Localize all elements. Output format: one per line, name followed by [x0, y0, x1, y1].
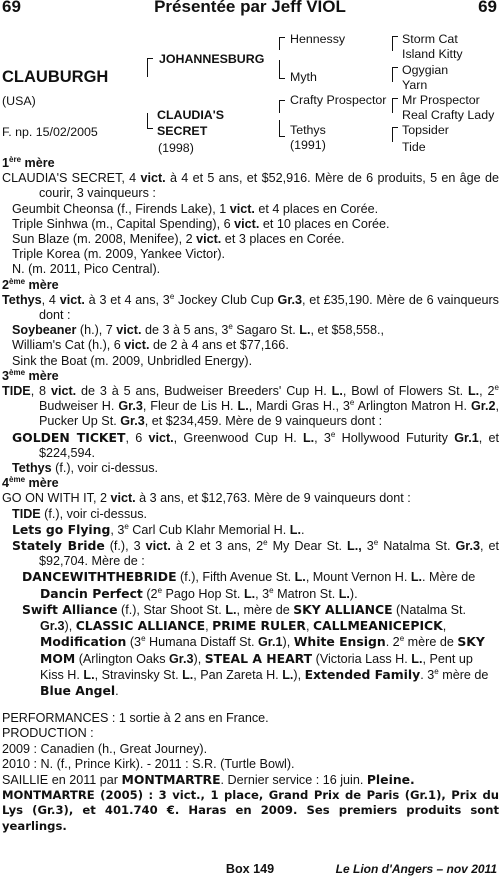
pedigree-gen2-4: Tethys [290, 123, 326, 137]
dam-1-line: CLAUDIA'S SECRET, 4 vict. à 4 et 5 ans, et $52,916. Mère de 6 produits, 5 en âge de courir, 3 vainqueurs : [2, 171, 499, 201]
produce-1: Geumbit Cheonsa (f., Firends Lake), 1 vict. et 4 places en Corée. [12, 201, 379, 216]
produce-9: GOLDEN TICKET, 6 vict., Greenwood Cup H. L., 3e Hollywood Futurity Gr.1, et $224,594. [12, 429, 499, 460]
pedigree-bracket-sire [147, 58, 153, 77]
dam-2-line: Tethys, 4 vict. à 3 et 4 ans, 3e Jockey Club Cup Gr.3, et £35,190. Mère de 6 vainqueurs dont : [2, 291, 499, 323]
pedigree-sire: JOHANNESBURG [159, 52, 265, 66]
pedigree-bracket-g3a [392, 36, 398, 51]
produce-11: TIDE (f.), voir ci-dessus. [12, 506, 148, 521]
dam-3-line: TIDE, 8 vict. de 3 à 5 ans, Budweiser Breeders' Cup H. L., Bowl of Flowers St. L., 2e Budweiser H. Gr.3, Fleur de Lis H. L., Mardi Gras H., 3e Arlington Matron H. Gr.2, Pucker Up St. Gr.3, et $234,459. Mère de 9 vainqueurs dont : [2, 382, 499, 429]
produce-3: Sun Blaze (m. 2008, Menifee), 2 vict. et 3 places en Corée. [12, 232, 345, 247]
pedigree-bracket-dam [147, 113, 153, 129]
pedigree-dam-line2: SECRET [157, 124, 208, 138]
produce-12: Lets go Flying, 3e Carl Cub Klahr Memorial H. L.. [12, 521, 305, 537]
pedigree-gen3-8: Tide [402, 140, 426, 154]
produce-8: Sink the Boat (m. 2009, Unbridled Energy). [12, 353, 253, 368]
perf-2010-2011: 2010 : N. (f., Prince Kirk). - 2011 : S.R. (Turtle Bowl). [2, 756, 295, 771]
pedigree-gen3-7: Topsider [402, 123, 449, 137]
produce-15: Swift Alliance (f.), Star Shoot St. L., mère de SKY ALLIANCE (Natalma St. Gr.3), CLASSIC ALLIANCE, PRIME RULER, CALLMEANICEPICK, Modification (3e Humana Distaff St. Gr.1), White Ensign. 2e mère de SKY MOM (Arlington Oaks Gr.3), STEAL A HEART (Victoria Lass H. L., Pent up Kiss H. L., Stravinsky St. L., Pan Zareta H. L.), Extended Family. 3e mère de Blue Angel. [22, 601, 489, 698]
page-title: Présentée par Jeff VIOL [154, 0, 346, 16]
produce-7: William's Cat (h.), 6 vict. de 2 à 4 ans et $77,166. [12, 338, 289, 353]
produce-4: Triple Korea (m. 2009, Yankee Victor). [12, 247, 226, 262]
horse-foaled: F. np. 15/02/2005 [2, 125, 98, 139]
pedigree-bracket-g3b [392, 67, 398, 82]
pedigree-bracket-tethys [279, 120, 285, 137]
saillie-saillie-b: . Dernier service : 16 juin. [220, 772, 367, 787]
catalogue-body [2, 156, 499, 834]
perf-performances: PERFORMANCES : 1 sortie à 2 ans en France. [2, 711, 269, 726]
section-1st-dam: 1ère mère [2, 154, 55, 170]
produce-6: Soybeaner (h.), 7 vict. de 3 à 5 ans, 3e Sagaro St. L., et $58,558., [12, 322, 385, 338]
perf-saillie [2, 772, 499, 788]
footer-box: Box 149 [225, 862, 275, 876]
produce-10: Tethys (f.), voir ci-dessus. [12, 461, 159, 476]
dam-4-line: GO ON WITH IT, 2 vict. à 3 ans, et $12,763. Mère de 9 vainqueurs dont : [2, 491, 411, 506]
pedigree-bracket-myth [279, 60, 285, 79]
saillie-saillie-c: Pleine. [366, 771, 415, 787]
page-number-left: 69 [2, 0, 21, 16]
montmartre-record: MONTMARTRE (2005) : 3 vict., 1 place, Grand Prix de Paris (Gr.1), Prix du Lys (Gr.3), et 401.740 €. Haras en 2009. Ses premiers produits sont yearlings. [2, 788, 499, 833]
pedigree-gen2-5: (1991) [290, 138, 326, 152]
page-number-right: 69 [478, 0, 497, 16]
horse-name: CLAUBURGH [2, 68, 109, 86]
pedigree-gen2-2: Myth [290, 70, 317, 84]
section-4th-dam: 4ème mère [2, 475, 59, 491]
pedigree-dam-year: (1998) [158, 141, 194, 155]
pedigree-gen2-3: Crafty Prospector [290, 93, 387, 107]
pedigree-gen3-2: Island Kitty [402, 47, 463, 61]
pedigree-gen3-1: Storm Cat [402, 32, 458, 46]
section-3rd-dam: 3ème mère [2, 367, 59, 383]
produce-14: DANCEWITHTHEBRIDE (f.), Fifth Avenue St. L., Mount Vernon H. L.. Mère de Dancin Perfect (2e Pago Hop St. L., 3e Matron St. L.). [22, 569, 476, 601]
pedigree-bracket-hennessy [279, 37, 285, 50]
pedigree-dam-line1: CLAUDIA'S [157, 108, 224, 122]
produce-13: Stately Bride (f.), 3 vict. à 2 et 3 ans, 2e My Dear St. L., 3e Natalma St. Gr.3, et $92,704. Mère de : [12, 537, 499, 569]
pedigree-bracket-crafty [279, 100, 285, 113]
pedigree-gen3-5: Mr Prospector [402, 93, 480, 107]
pedigree-bracket-g3c [392, 98, 398, 113]
pedigree-gen2-1: Hennessy [290, 32, 346, 46]
saillie-saillie-sire: MONTMARTRE [121, 771, 221, 787]
section-2nd-dam: 2ème mère [2, 276, 59, 292]
pedigree-gen3-6: Real Crafty Lady [402, 108, 495, 122]
perf-production: PRODUCTION : [2, 726, 94, 741]
footer-sale: Le Lion d'Angers – nov 2011 [335, 862, 497, 876]
pedigree-bracket-g3d [392, 127, 398, 142]
produce-5: N. (m. 2011, Pico Central). [12, 262, 161, 277]
pedigree-gen3-3: Ogygian [402, 63, 449, 77]
saillie-saillie-a: SAILLIE en 2011 par [2, 772, 122, 787]
horse-country: (USA) [2, 94, 36, 108]
perf-2009: 2009 : Canadien (h., Great Journey). [2, 741, 208, 756]
pedigree-gen3-4: Yarn [402, 78, 428, 92]
produce-2: Triple Sinhwa (m., Capital Spending), 6 vict. et 10 places en Corée. [12, 216, 390, 231]
